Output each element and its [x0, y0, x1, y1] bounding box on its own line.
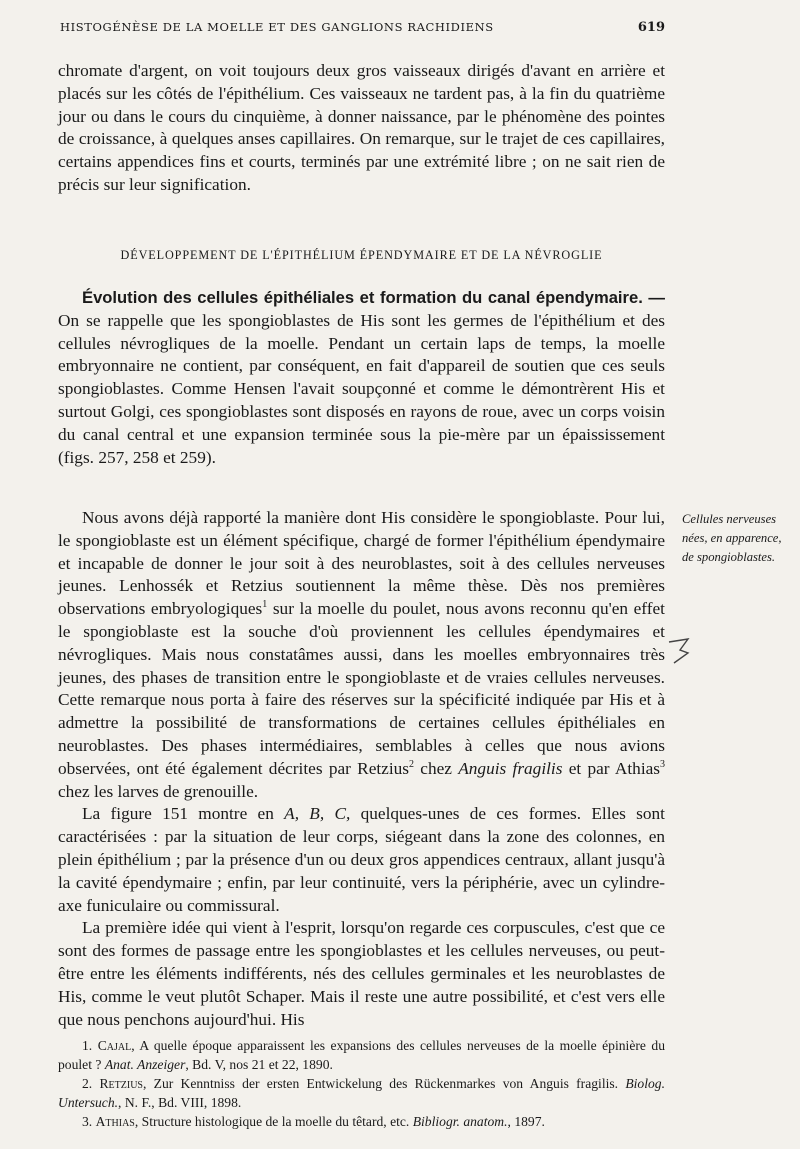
page-number: 619	[637, 20, 665, 35]
margin-note: Cellules nerveuses nées, en apparence, de spongioblastes.	[682, 512, 782, 564]
footnote-1: 1. Cajal, A quelle époque apparaissent les expansions des cellules nerveuses de la moelle épinière du poulet ? Anat. Anzeiger, Bd. V, nos 21 et 22, 1890.	[58, 1038, 665, 1072]
paragraph-1-text: chromate d'argent, on voit toujours deux gros vaisseaux dirigés d'avant en arrière et placés sur les côtés de l'épithélium. Ces vaisseaux ne tardent pas, à la fin du quatrième jour ou dans le cours du cinquième, à donner naissance, par le phénomène des pointes de croissance, à quelques anses capillaires. On remarque, sur le trajet de ces capillaires, certains appendices fins et courts, terminés par une extrémité libre ; on ne sait rien de précis sur leur signification.	[58, 61, 665, 194]
footnote-ref-2[interactable]: 2	[409, 759, 415, 770]
paragraph-2-text: On se rappelle que les spongioblastes de His sont les germes de l'épithélium et des cellules névrogliques de la moelle. Pendant un certain laps de temps, la moelle embryonnaire ne contient, par conséquent, en fait d'appareil de soutien que ces seuls spongioblastes. Comme Hensen l'avait soupçonné et comme le démontrèrent His et surtout Golgi, ces spongioblastes sont disposés en rayons de roue, avec un corps voisin du canal central et une expansion terminée sous la pie-mère par un épaississement (figs. 257, 258 et 259).	[58, 310, 665, 467]
footnotes	[58, 1036, 665, 1131]
species-name: Anguis fragilis	[458, 758, 563, 778]
paragraphs-main	[58, 507, 665, 1031]
paragraph-3: Nous avons déjà rapporté la manière dont His considère le spongioblaste. Pour lui, le spongioblaste est un élément spécifique, chargé de former l'épithélium épendymaire et incapable de donner le jour soit à des neuroblastes, soit à des cellules nerveuses jeunes. Lenhossék et Retzius soutiennent la même thèse. Dès nos premières observations embryologiques$^1$ sur la moelle du poulet, nous avons reconnu qu'en effet le spongioblaste est la souche d'où proviennent les cellules épendymaires et névrogliques. Mais nous constatâmes aussi, dans les moelles embryonnaires très jeunes, des phases de transition entre le spongioblaste et de vraies cellules nerveuses. Cette remarque nous porta à faire des réserves sur la spécificité indiquée par His et à admettre la possibilité de transformations de certaines cellules épithéliales en neuroblastes. Des phases intermédiaires, semblables à celles que nous avions observées, ont été également décrites par Retzius$^2$ chez Anguis fragilis et par Athias$^3$ chez les larves de grenouille.	[58, 508, 666, 801]
paragraph-4: La figure 151 montre en A, B, C, quelques-unes de ces formes. Elles sont caractérisées : par la situation de leur corps, siégeant dans la zone des colonnes, en plein épithélium ; par la présence d'un ou deux gros appendices centraux, allant jusqu'à la cavité épendymaire ; enfin, par leur continuité, vers la périphérie, avec un cylindre-axe funiculaire ou commissural.	[58, 804, 665, 915]
running-head	[60, 20, 665, 35]
footnote-ref-1[interactable]: 1	[262, 599, 268, 611]
footnote-3: 3. Athias, Structure histologique de la moelle du têtard, etc. Bibliogr. anatom., 1897.	[82, 1114, 545, 1129]
paragraph-lead-title: Évolution des cellules épithéliales et formation du canal épendymaire. —	[82, 288, 665, 307]
footnote-ref-3[interactable]: 3	[660, 759, 666, 770]
pencil-annotation-mark	[666, 636, 692, 666]
running-title: HISTOGÉNÈSE DE LA MOELLE ET DES GANGLIONS RACHIDIENS	[60, 20, 494, 34]
paragraph-evolution	[58, 287, 665, 469]
footnote-2: 2. Retzius, Zur Kenntniss der ersten Entwickelung des Rückenmarkes von Anguis fragilis. Biolog. Untersuch., N. F., Bd. VIII, 1898.	[58, 1076, 665, 1110]
figure-labels: A, B, C,	[284, 804, 351, 824]
paragraph-continuation	[58, 60, 665, 197]
section-heading: DÉVELOPPEMENT DE L'ÉPITHÉLIUM ÉPENDYMAIRE ET DE LA NÉVROGLIE	[120, 248, 603, 262]
paragraph-5: La première idée qui vient à l'esprit, lorsqu'on regarde ces corpuscules, c'est que ce sont des formes de passage entre les spongioblastes et les cellules nerveuses, ou peut-être entre les éléments indifférents, nés des cellules germinales et les neuroblastes de His, comme le veut plutôt Schaper. Mais il reste une autre possibilité, et c'est vers elle que nous penchons aujourd'hui. His	[58, 918, 665, 1029]
